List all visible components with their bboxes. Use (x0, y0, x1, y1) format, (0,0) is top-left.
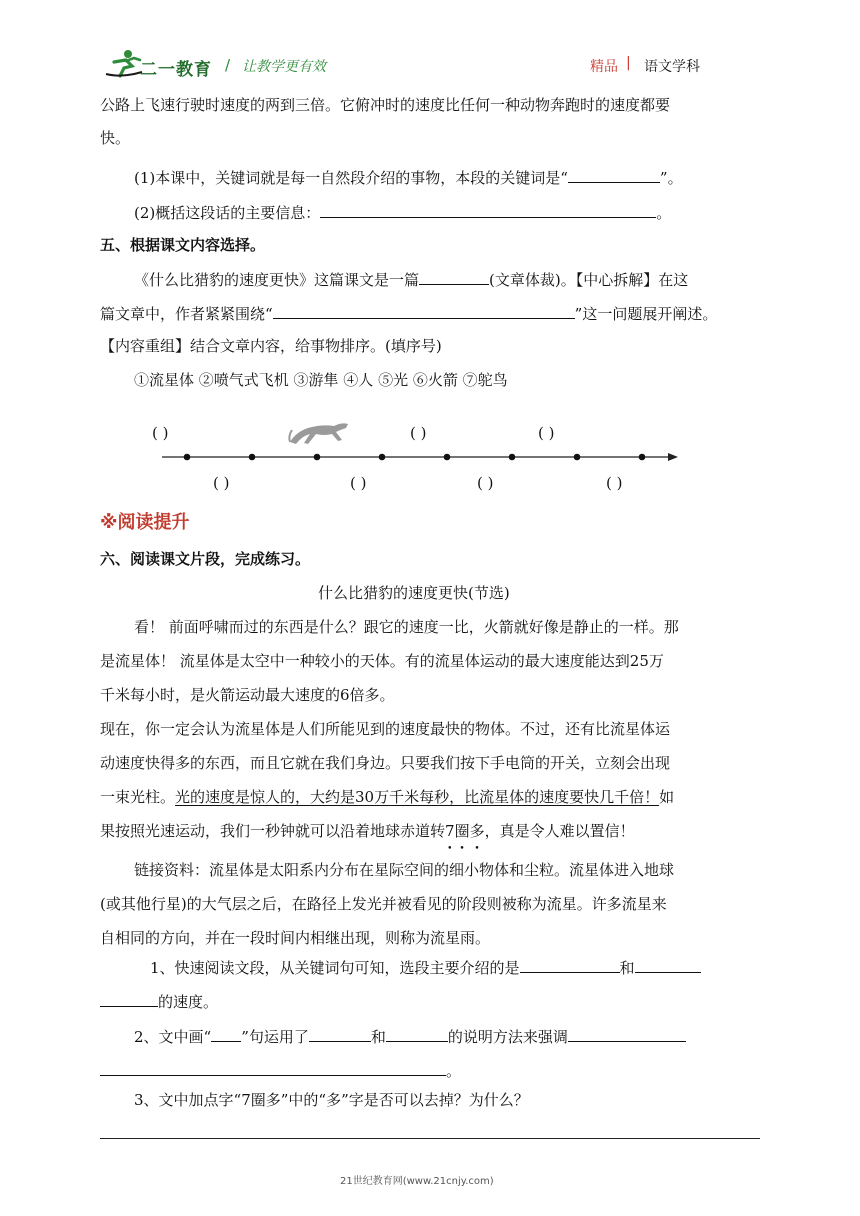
subject-label: 语文学科 (644, 59, 700, 75)
underline-sample (211, 1025, 241, 1042)
timeline-dot (249, 454, 256, 461)
passage-line: 是流星体！ 流星体是太空中一种较小的天体。有的流星体运动的最大速度能达到25万 (100, 652, 664, 670)
question-2-summary: (2)概括这段话的主要信息： 。 (134, 201, 671, 223)
timeline-slot[interactable]: ( ) (538, 424, 555, 442)
sort-options: ①流星体 ②喷气式飞机 ③游隼 ④人 ⑤光 ⑥火箭 ⑦鸵鸟 (134, 371, 508, 389)
timeline-dot (574, 454, 581, 461)
section-5-line: 【内容重组】结合文章内容，给事物排序。(填序号) (100, 337, 442, 355)
timeline-dot (639, 454, 646, 461)
answer-blank[interactable] (520, 956, 620, 973)
dotted-char: 多 (469, 822, 485, 840)
reading-question-1: 1、快速阅读文段，从关键词句可知，选段主要介绍的是 和 (150, 956, 701, 978)
timeline-slot[interactable]: ( ) (606, 474, 623, 492)
section-6-title: 六、阅读课文片段，完成练习。 (100, 550, 311, 568)
section-5-title: 五、根据课文内容选择。 (100, 236, 266, 254)
answer-blank[interactable] (320, 201, 656, 218)
reading-question-3: 3、文中加点字“7圈多”中的“多”字是否可以去掉？为什么？ (134, 1091, 529, 1109)
footer: 21世纪教育网(www.21cnjy.com) (340, 1176, 494, 1187)
runner-logo-icon (104, 48, 144, 80)
passage-line: 千米每小时，是火箭运动最大速度的6倍多。 (100, 686, 395, 704)
answer-blank[interactable] (635, 956, 701, 973)
passage-title: 什么比猎豹的速度更快(节选) (318, 584, 510, 602)
para-line: 快。 (100, 129, 131, 147)
timeline-slot[interactable]: ( ) (410, 424, 427, 442)
passage-line: 看！ 前面呼啸而过的东西是什么？跟它的速度一比，火箭就好像是静止的一样。那 (134, 618, 679, 636)
answer-blank[interactable] (273, 302, 575, 319)
timeline-dot (314, 454, 321, 461)
timeline-dot (184, 454, 191, 461)
timeline-slot[interactable]: ( ) (152, 424, 169, 442)
cheetah-icon (286, 414, 354, 450)
question-1-keyword: (1)本课中，关键词就是每一自然段介绍的事物，本段的关键词是“ ”。 (134, 166, 683, 188)
dotted-char: 7 • (445, 822, 455, 840)
timeline-slot[interactable]: ( ) (477, 474, 494, 492)
passage-line: 链接资料：流星体是太阳系内分布在星际空间的细小物体和尘粒。流星体进入地球 (134, 861, 675, 879)
timeline-slot[interactable]: ( ) (213, 474, 230, 492)
timeline-slot[interactable]: ( ) (350, 474, 367, 492)
logo-text: 二一教育 (140, 60, 212, 80)
dotted-char: 圈 (454, 822, 470, 840)
reading-section-title: ※阅读提升 (100, 512, 190, 533)
timeline-dot (379, 454, 386, 461)
timeline-dot (444, 454, 451, 461)
passage-line: 动速度快得多的东西，而且它就在我们身边。只要我们按下手电筒的开关，立刻会出现 (100, 754, 671, 772)
answer-blank[interactable] (386, 1025, 448, 1042)
header-divider: | (626, 55, 631, 71)
answer-blank[interactable] (419, 268, 489, 285)
para-line: 公路上飞速行驶时速度的两到三倍。它俯冲时的速度比任何一种动物奔跑时的速度都要 (100, 96, 671, 114)
answer-blank[interactable] (100, 990, 158, 1007)
answer-line[interactable] (100, 1138, 760, 1139)
section-5-line: 篇文章中，作者紧紧围绕“ ”这一问题展开阐述。 (100, 302, 717, 324)
timeline-dot (509, 454, 516, 461)
reading-question-2-cont: 。 (100, 1059, 461, 1081)
passage-line: 现在，你一定会认为流星体是人们所能见到的速度最快的物体。不过，还有比流星体运 (100, 720, 671, 738)
logo-separator: / (225, 56, 231, 74)
reading-question-1-cont: 的速度。 (100, 990, 218, 1012)
passage-line: (或其他行星)的大气层之后，在路径上发光并被看见的阶段则被称为流星。许多流星来 (100, 895, 667, 913)
timeline-axis (160, 450, 684, 464)
passage-line: 一束光柱。光的速度是惊人的，大约是30万千米每秒，比流星体的速度要快几千倍！如 (100, 788, 675, 806)
passage-line: 自相同的方向，并在一段时间内相继出现，则称为流星雨。 (100, 929, 491, 947)
passage-line: 果按照光速运动，我们一秒钟就可以沿着地球赤道转7 •圈多，真是令人难以置信！ (100, 820, 635, 841)
reading-question-2: 2、文中画“ ”句运用了 和 的说明方法来强调 (134, 1025, 686, 1047)
answer-blank[interactable] (568, 166, 660, 183)
slogan: 让教学更有效 (242, 59, 326, 75)
answer-blank[interactable] (568, 1025, 686, 1042)
badge-jingpin: 精品 (590, 59, 618, 75)
section-5-line: 《什么比猎豹的速度更快》这篇课文是一篇 (文章体裁)。【中心拆解】在这 (134, 268, 688, 290)
answer-blank[interactable] (100, 1059, 446, 1076)
header (0, 0, 860, 90)
answer-blank[interactable] (309, 1025, 371, 1042)
underlined-sentence: 光的速度是惊人的，大约是30万千米每秒，比流星体的速度要快几千倍！ (175, 788, 660, 806)
